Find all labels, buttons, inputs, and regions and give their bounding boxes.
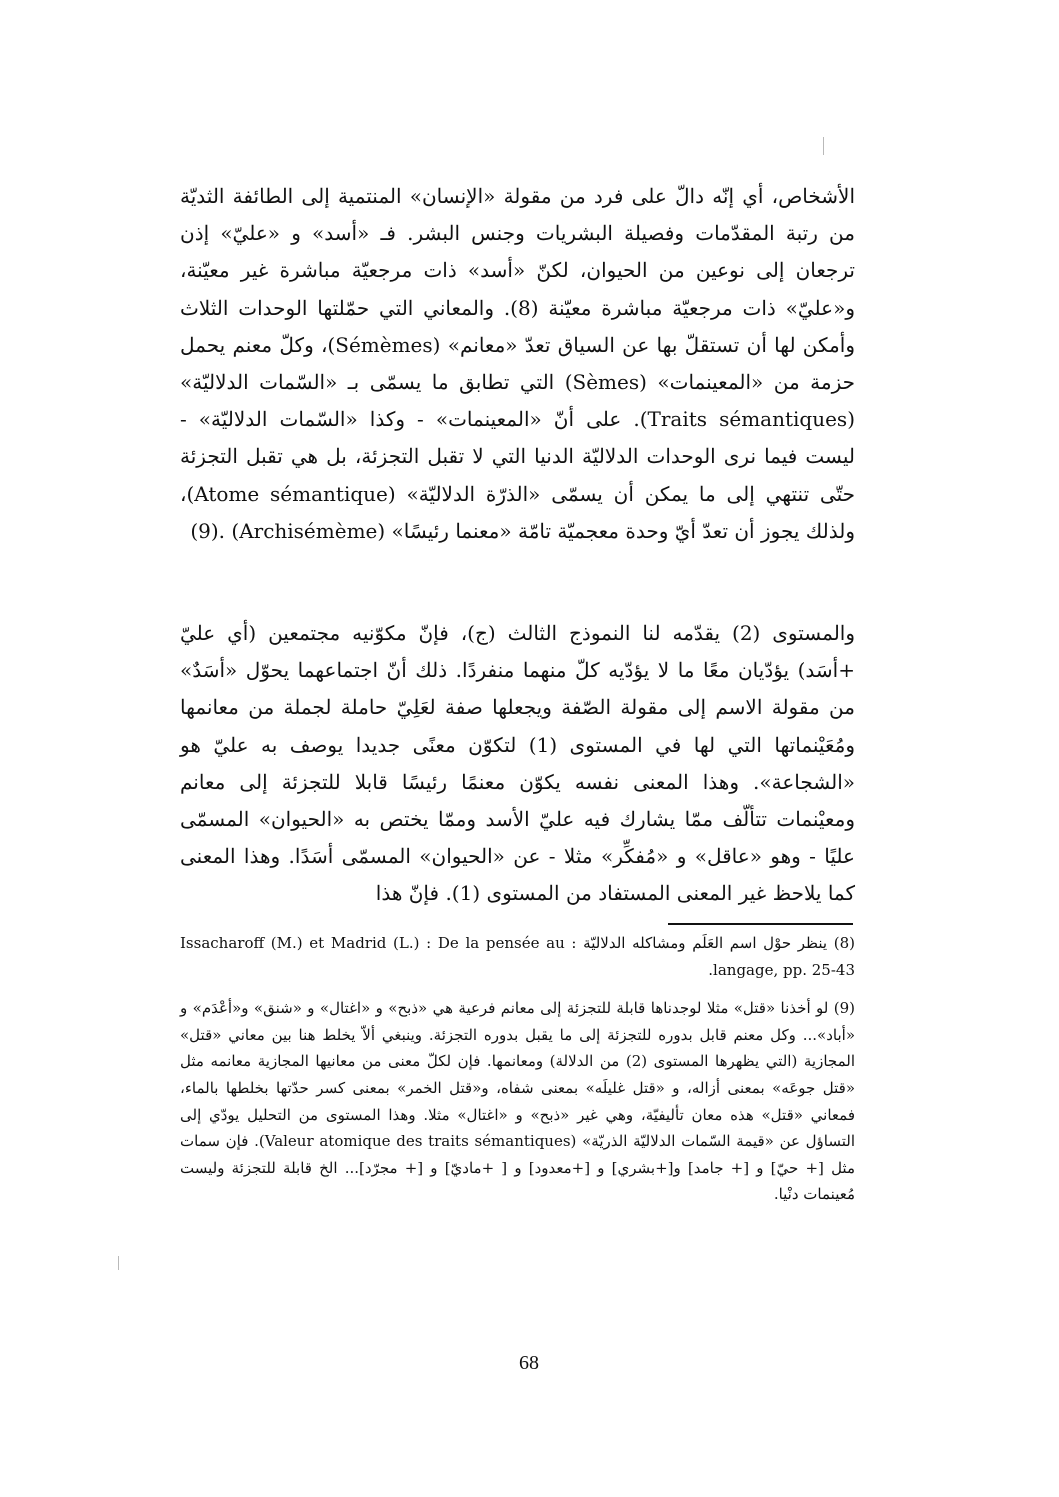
footnote-9: (9) لو أخذنا «قتل» مثلا لوجدناها قابلة للتجزئة إلى معانم فرعية هي «ذبح» و «اغتال» و «شنق» و«أعْدَم» و «أباد»... وكل معنم قابل بدوره للتجزئة إلى ما يقبل بدوره التجزئة. وينبغي ألاّ يخلط هنا بين معاني «قتل» المجازية (التي يظهرها المستوى (2) من الدلالة) ومعانمها. فإن لكلّ معنى من معانيها المجازية معانمه مثل «قتل جوعَه» بمعنى أزاله، و «قتل غليلَه» بمعنى شفاه، و«قتل الخمر» بمعنى كسر حدّتها بخلطها بالماء، فمعاني «قتل» هذه معان تأليفيّة، وهي غير «ذبح» و «اغتال» مثلا. وهذا المستوى من التحليل يودّي إلى التساؤل عن «قيمة السّمات الدلاليّة الذريّة» (Valeur atomique des traits sémantiques). فإن سمات مثل [+ حيّ] و [+ جامد] و[+بشري] و [+معدود] و [ +ماديّ] و [+ مجرّد]... الخ قابلة للتجزئة وليست مُعينمات دنْيا.	[180, 999, 856, 1204]
body-paragraph-2: والمستوى (2) يقدّمه لنا النموذج الثالث (ج)، فإنّ مكوّنيه مجتمعين (أي عليّ +أسَد) يؤدّيان معًا ما لا يؤدّيه كلّ منهما منفردًا. ذلك أنّ اجتماعهما يحوّل «أسَدٌ» من مقولة الاسم إلى مقولة الصّفة ويجعلها صفة لعَلِيّ حاملة لجملة من معانمها ومُعَيْنماتها التي لها في المستوى (1) لتكوّن معنًى جديدا يوصف به عليّ هو «الشجاعة». وهذا المعنى نفسه يكوّن معنمًا رئيسًا قابلا للتجزئة إلى معانم ومعيْنمات تتألّف ممّا يشارك فيه عليّ الأسد وممّا يختص به «الحيوان» المسمّى عليًا - وهو «عاقل» و «مُفكِّر» مثلا - عن «الحيوان» المسمّى أسَدًا. وهذا المعنى كما يلاحظ غير المعنى المستفاد من المستوى (1). فإنّ هذا	[180, 621, 855, 906]
body-paragraph-1: الأشخاص، أي إنّه دالّ على فرد من مقولة «الإنسان» المنتمية إلى الطائفة الثديّة من رتبة المقدّمات وفصيلة البشريات وجنس البشر. فـ «أسد» و «عليّ» إذن ترجعان إلى نوعين من الحيوان، لكنّ «أسد» ذات مرجعيّة مباشرة غير معيّنة، و«عليّ» ذات مرجعيّة مباشرة معيّنة (8). والمعاني التي حمّلتها الوحدات الثلاث وأمكن لها أن تستقلّ بها عن السياق تعدّ «معانم» (Sémèmes)، وكلّ معنم يحمل حزمة من «المعينمات» (Sèmes) التي تطابق ما يسمّى بـ «السّمات الدلاليّة» (Traits sémantiques). على أنّ «المعينمات» - وكذا «السّمات الدلاليّة» - ليست فيما نرى الوحدات الدلاليّة الدنيا التي لا تقبل التجزئة، بل هي تقبل التجزئة حتّى تنتهي إلى ما يمكن أن يسمّى «الذرّة الدلاليّة» (Atome sémantique)، ولذلك يجوز أن تعدّ أيّ وحدة معجميّة تامّة «معنما رئيسًا» (Archisémème) .(9)	[180, 184, 856, 543]
footnote-8: (8) ينظر حوْل اسم العَلَم ومشاكله الدلاليّة : Issacharoff (M.) et Madrid (L.) : De la pensée au langage, pp. 25-43.	[180, 934, 855, 979]
scan-mark-left	[118, 1256, 119, 1270]
footnote-separator	[668, 923, 853, 925]
page-number: 68	[519, 1352, 539, 1374]
footnotes	[180, 930, 855, 1208]
scan-mark-top	[823, 137, 824, 155]
